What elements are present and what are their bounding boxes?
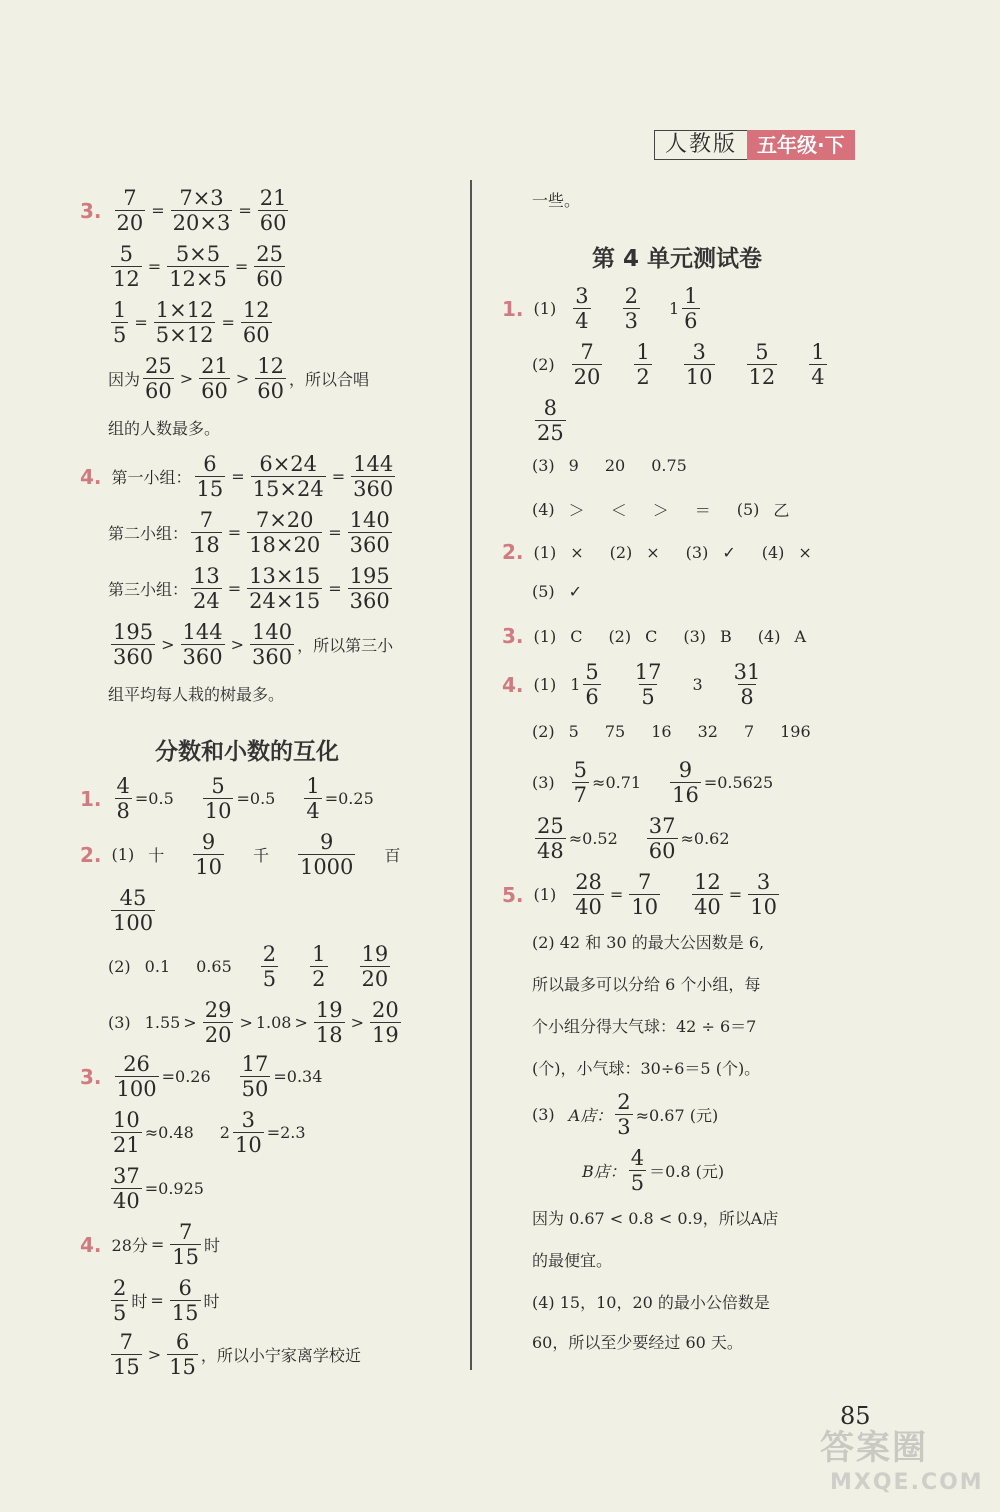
fraction: $\frac{144}{360}$ [353, 452, 394, 501]
q3-row-1: 3. $\frac{7}{20}$ = $\frac{7\times 3}{20\times 3}$ = $\frac{21}{60}$ [80, 186, 287, 235]
fraction: $\frac{6}{15}$ [196, 452, 224, 501]
r-q1-part-3: (3) 9 20 0.75 [532, 456, 687, 475]
fraction: $\frac{5}{12}$ [113, 242, 140, 291]
fraction: $\frac{13}{24}$ [193, 564, 220, 613]
r-q5-part-1: 5. (1) $\frac{28}{40}$ = $\frac{7}{10}$ $\frac{12}{40}$ = $\frac{3}{10}$ [502, 870, 777, 919]
fraction: $\frac{5}{6}$ [585, 660, 599, 709]
fraction: $\frac{7}{15}$ [113, 1330, 140, 1379]
fraction: $\frac{3}{10}$ [234, 1108, 262, 1157]
fraction: $\frac{17}{5}$ [634, 660, 662, 709]
fraction: $\frac{9}{10}$ [195, 830, 222, 879]
fraction: $\frac{31}{8}$ [733, 660, 761, 709]
s2-part-2: (2) 0.1 0.65 $\frac{2}{5}$ $\frac{1}{2}$ $\frac{19}{20}$ [108, 942, 389, 991]
fraction: $\frac{17}{50}$ [241, 1052, 269, 1101]
q3-row-3: $\frac{1}{5}$ = $\frac{1\times 12}{5\times 12}$ = $\frac{12}{60}$ [113, 298, 270, 347]
edition-label: 人教版 [654, 130, 747, 160]
fraction: $\frac{9}{16}$ [672, 758, 699, 807]
r-q5-p4-line-1: (4) 15，10，20 的最小公倍数是 [532, 1293, 770, 1312]
fraction: $\frac{20}{19}$ [372, 998, 399, 1047]
r-q5-p4-line-2: 60，所以至少要经过 60 天。 [532, 1333, 743, 1352]
fraction: $\frac{1}{5}$ [113, 298, 127, 347]
section-title-fraction-decimal: 分数和小数的互化 [155, 739, 339, 765]
q4-row-2: 第二小组： $\frac{7}{18}$ = $\frac{7\times 20}{18\times 20}$ = $\frac{140}{360}$ [108, 508, 390, 557]
fraction: $\frac{140}{360}$ [349, 508, 390, 557]
fraction: $\frac{12}{60}$ [242, 298, 270, 347]
fraction: $\frac{19}{20}$ [361, 942, 389, 991]
q3-conclusion-2: 组的人数最多。 [108, 419, 221, 438]
fraction: $\frac{12}{60}$ [257, 354, 285, 403]
r-q5-p3-b: B店： $\frac{4}{5}$ ＝0.8 (元) [582, 1146, 725, 1195]
fraction: $\frac{1}{2}$ [636, 340, 650, 389]
fraction: $\frac{45}{100}$ [113, 886, 154, 935]
fraction: $\frac{21}{60}$ [259, 186, 287, 235]
fraction: $\frac{7}{20}$ [116, 186, 144, 235]
r-q2-row-1: 2. (1) × (2) × (3) ✓ (4) × [502, 540, 812, 564]
fraction: $\frac{7}{18}$ [193, 508, 220, 557]
column-divider [470, 180, 472, 1370]
fraction: $\frac{25}{60}$ [256, 242, 283, 291]
fraction: $\frac{195}{360}$ [113, 620, 154, 669]
fraction: $\frac{7\times 20}{18\times 20}$ [249, 508, 321, 557]
s3-row-2: $\frac{10}{21}$ ≈0.48 2 $\frac{3}{10}$ =2.3 [113, 1108, 306, 1157]
section-title-unit-test: 第 4 单元测试卷 [592, 246, 763, 272]
s2-part-1: 2. (1) 十 $\frac{9}{10}$ 千 $\frac{9}{1000}$ 百 [80, 830, 401, 879]
q3-conclusion: 因为 $\frac{25}{60}$ > $\frac{21}{60}$ > $\frac{12}{60}$ ，所以合唱 [108, 354, 370, 403]
r-q5-p3-conclusion-2: 的最便宜。 [532, 1251, 613, 1270]
q4-row-3: 第三小组： $\frac{13}{24}$ = $\frac{13\times 15}{24\times 15}$ = $\frac{195}{360}$ [108, 564, 390, 613]
q3-row-2: $\frac{5}{12}$ = $\frac{5\times 5}{12\times 5}$ = $\frac{25}{60}$ [113, 242, 283, 291]
fraction: $\frac{7}{15}$ [172, 1220, 200, 1269]
r-q5-p2-line-4: (个)，小气球：30÷6＝5 (个)。 [532, 1059, 761, 1078]
r-q5-p3-a: (3) A店： $\frac{2}{3}$ ≈0.67 (元) [532, 1090, 719, 1139]
fraction: $\frac{5}{12}$ [748, 340, 776, 389]
page-number: 85 [840, 1402, 871, 1430]
r-q3-row: 3. (1) C (2) C (3) B (4) A [502, 624, 807, 648]
fraction: $\frac{1}{4}$ [306, 774, 320, 823]
r-q1-part-2-cont [532, 396, 569, 445]
fraction: $\frac{1\times 12}{5\times 12}$ [155, 298, 214, 347]
watermark-url: MXQE.COM [830, 1470, 984, 1495]
grade-label: 五年级·下 [747, 130, 855, 160]
r-q5-p3-conclusion-1: 因为 0.67 < 0.8 < 0.9，所以A店 [532, 1209, 779, 1228]
watermark-logo: 答案圈 [820, 1428, 928, 1468]
fraction: $\frac{2}{3}$ [617, 1090, 631, 1139]
fraction: $\frac{7}{10}$ [631, 870, 659, 919]
fraction: $\frac{3}{10}$ [750, 870, 777, 919]
fraction: $\frac{3}{10}$ [685, 340, 713, 389]
r-q2-row-2: (5) ✓ [532, 582, 583, 601]
fraction: $\frac{2}{5}$ [113, 1276, 127, 1325]
s4-row-3: $\frac{7}{15}$ > $\frac{6}{15}$ ，所以小宁家离学校近 [113, 1330, 361, 1379]
r-q5-p2-line-3: 个小组分得大气球：42 ÷ 6＝7 [532, 1017, 757, 1036]
r-q4-part-1: 4. (1) 1 $\frac{5}{6}$ $\frac{17}{5}$ 3 $\frac{31}{8}$ [502, 660, 761, 709]
fraction: $\frac{1}{4}$ [811, 340, 825, 389]
s1-row: 1. $\frac{4}{8}$ = 0.5 $\frac{5}{10}$ = 0.5 $\frac{1}{4}$ = 0.25 [80, 774, 374, 823]
fraction: $\frac{6}{15}$ [171, 1276, 199, 1325]
edition-badge [654, 130, 855, 160]
fraction: $\frac{25}{60}$ [145, 354, 172, 403]
r-q5-p2-line-1: (2) 42 和 30 的最大公因数是 6, [532, 933, 765, 952]
s2-part-3: (3) 1.55 > $\frac{29}{20}$ > 1.08 > $\frac{19}{18}$ > $\frac{20}{19}$ [108, 998, 399, 1047]
fraction: $\frac{1}{6}$ [684, 284, 698, 333]
fraction: $\frac{2}{5}$ [262, 942, 277, 991]
fraction: $\frac{13\times 15}{24\times 15}$ [249, 564, 321, 613]
fraction: $\frac{21}{60}$ [201, 354, 228, 403]
fraction: $\frac{7\times 3}{20\times 3}$ [172, 186, 231, 235]
r-q5-p2-line-2: 所以最多可以分给 6 个小组，每 [532, 975, 761, 994]
fraction: $\frac{9}{1000}$ [299, 830, 354, 879]
fraction: $\frac{25}{48}$ [537, 814, 564, 863]
q4-row-1: 4. 第一小组： $\frac{6}{15}$ = $\frac{6\times 24}{15\times 24}$ = $\frac{144}{360}$ [80, 452, 394, 501]
s4-row-2: $\frac{2}{5}$ 时 = $\frac{6}{15}$ 时 [113, 1276, 220, 1325]
s2-part-1-cont [108, 886, 158, 935]
fraction: $\frac{195}{360}$ [349, 564, 390, 613]
fraction: $\frac{8}{25}$ [537, 396, 564, 445]
fraction: $\frac{144}{360}$ [182, 620, 223, 669]
fraction: $\frac{2}{3}$ [624, 284, 638, 333]
s4-row-1: 4. 28分 = $\frac{7}{15}$ 时 [80, 1220, 221, 1269]
fraction: $\frac{12}{40}$ [694, 870, 721, 919]
r-q4-part-3-cont: $\frac{25}{48}$ ≈0.52 $\frac{37}{60}$ ≈0.62 [537, 814, 730, 863]
s3-row-3: $\frac{37}{40}$ =0.925 [113, 1164, 204, 1213]
q4-compare-2: 组平均每人栽的树最多。 [108, 685, 285, 704]
r-q1-part-2: (2) $\frac{7}{20}$ $\frac{1}{2}$ $\frac{3}{10}$ $\frac{5}{12}$ $\frac{1}{4}$ [532, 340, 825, 389]
fraction: $\frac{5\times 5}{12\times 5}$ [169, 242, 227, 291]
fraction: $\frac{140}{360}$ [252, 620, 293, 669]
q4-compare: $\frac{195}{360}$ > $\frac{144}{360}$ > $\frac{140}{360}$ ，所以第三小 [113, 620, 394, 669]
fraction: $\frac{5}{7}$ [573, 758, 588, 807]
fraction: $\frac{19}{18}$ [315, 998, 343, 1047]
fraction: $\frac{37}{40}$ [113, 1164, 140, 1213]
fraction: $\frac{1}{2}$ [312, 942, 326, 991]
fraction: $\frac{37}{60}$ [648, 814, 676, 863]
r-q4-part-2: (2) 5 75 16 32 7 196 [532, 722, 811, 741]
fraction: $\frac{4}{5}$ [630, 1146, 645, 1195]
fraction: $\frac{26}{100}$ [116, 1052, 157, 1101]
fraction: $\frac{28}{40}$ [575, 870, 602, 919]
fraction: $\frac{29}{20}$ [204, 998, 232, 1047]
fraction: $\frac{6\times 24}{15\times 24}$ [252, 452, 324, 501]
fraction: $\frac{10}{21}$ [113, 1108, 140, 1157]
r-q1-part-1: 1. (1) $\frac{3}{4}$ $\frac{2}{3}$ 1 $\frac{1}{6}$ [502, 284, 698, 333]
fraction: $\frac{4}{8}$ [116, 774, 130, 823]
fraction: $\frac{5}{10}$ [204, 774, 232, 823]
r-q1-part-4-5: (4) ＞ ＜ ＞ ＝ (5) 乙 [532, 500, 790, 520]
r-q4-part-3: (3) $\frac{5}{7}$ ≈0.71 $\frac{9}{16}$ =0.5625 [532, 758, 774, 807]
fraction: $\frac{6}{15}$ [169, 1330, 196, 1379]
continuation-text: 一些。 [532, 191, 581, 210]
fraction: $\frac{3}{4}$ [575, 284, 589, 333]
s3-row-1: 3. $\frac{26}{100}$ =0.26 $\frac{17}{50}$ =0.34 [80, 1052, 323, 1101]
fraction: $\frac{7}{20}$ [573, 340, 601, 389]
